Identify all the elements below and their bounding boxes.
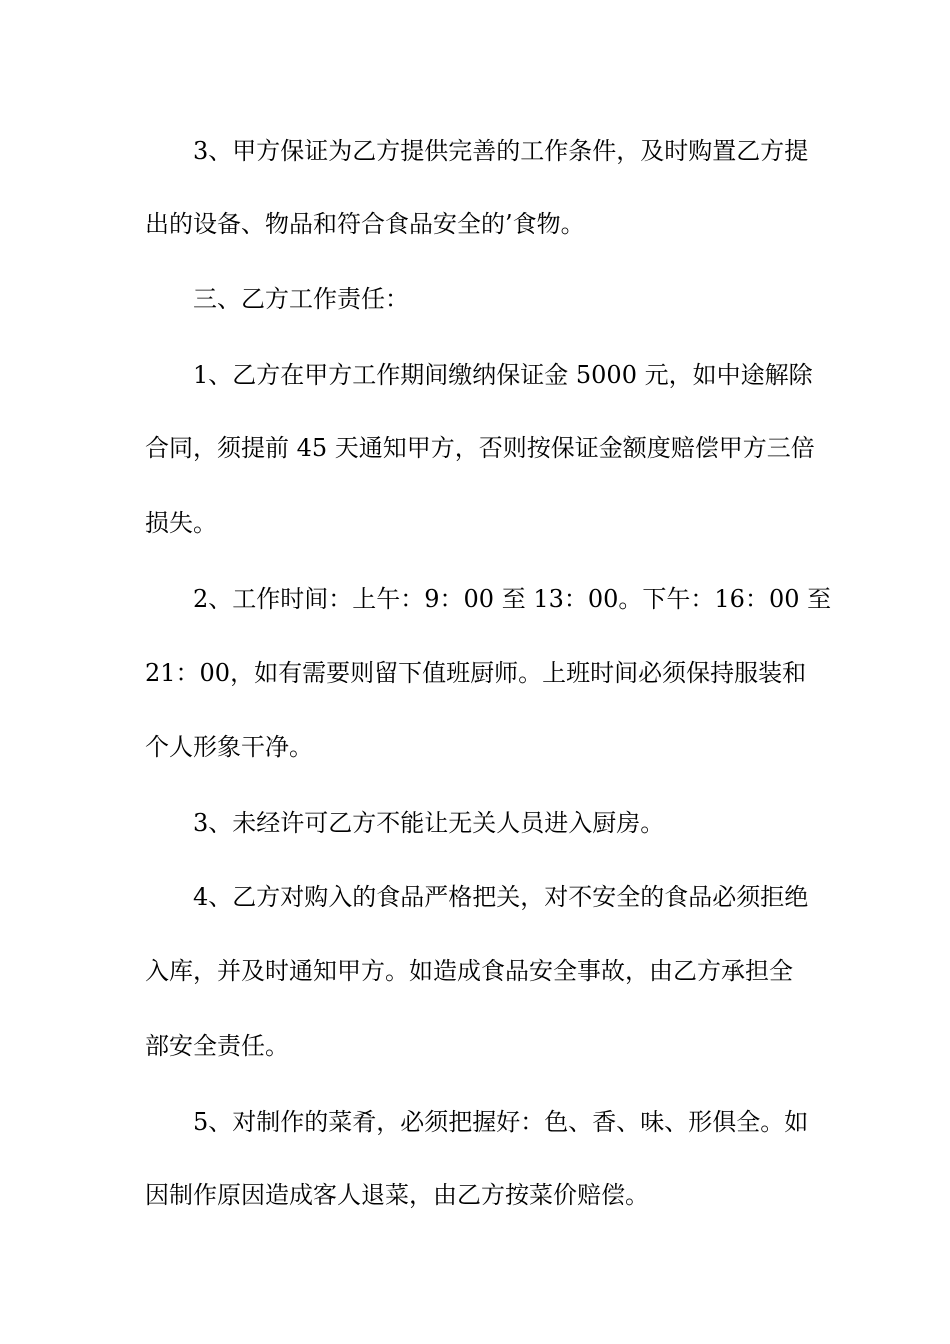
section-heading-party-b-responsibilities bbox=[0, 279, 950, 319]
paragraph-clause-2-line-1 bbox=[0, 579, 950, 619]
text-line: 部安全责任。 bbox=[145, 1032, 289, 1060]
text-line: 出的设备、物品和符合食品安全的’食物。 bbox=[145, 210, 585, 238]
text-line: 合同，须提前 45 天通知甲方，否则按保证金额度赔偿甲方三倍 bbox=[145, 434, 815, 462]
text-line: 入库，并及时通知甲方。如造成食品安全事故，由乙方承担全 bbox=[145, 957, 793, 985]
paragraph-clause-5-line-1 bbox=[0, 1102, 950, 1142]
paragraph-clause-1-line-3 bbox=[0, 503, 950, 543]
text-line: 3、甲方保证为乙方提供完善的工作条件，及时购置乙方提 bbox=[193, 137, 809, 165]
paragraph-party-a-clause-3-line-1 bbox=[0, 131, 950, 171]
text-line: 4、乙方对购入的食品严格把关，对不安全的食品必须拒绝 bbox=[193, 883, 809, 911]
paragraph-clause-2-line-3 bbox=[0, 727, 950, 767]
paragraph-clause-4-line-1 bbox=[0, 877, 950, 917]
text-line: 3、未经许可乙方不能让无关人员进入厨房。 bbox=[193, 809, 665, 837]
paragraph-clause-4-line-2 bbox=[0, 951, 950, 991]
text-line: 个人形象干净。 bbox=[145, 733, 313, 761]
paragraph-clause-1-line-1 bbox=[0, 355, 950, 395]
text-line: 损失。 bbox=[145, 509, 217, 537]
paragraph-clause-1-line-2 bbox=[0, 428, 950, 468]
text-line: 因制作原因造成客人退菜，由乙方按菜价赔偿。 bbox=[145, 1181, 649, 1209]
text-line: 21：00，如有需要则留下值班厨师。上班时间必须保持服装和 bbox=[145, 659, 807, 687]
section-heading: 三、乙方工作责任： bbox=[193, 285, 409, 313]
text-line: 1、乙方在甲方工作期间缴纳保证金 5000 元，如中途解除 bbox=[193, 361, 813, 389]
paragraph-party-a-clause-3-line-2 bbox=[0, 204, 950, 244]
text-line: 2、工作时间：上午：9：00 至 13：00。下午：16：00 至 bbox=[193, 585, 832, 613]
paragraph-clause-4-line-3 bbox=[0, 1026, 950, 1066]
paragraph-clause-3-line-1 bbox=[0, 803, 950, 843]
text-line: 5、对制作的菜肴，必须把握好：色、香、味、形俱全。如 bbox=[193, 1108, 809, 1136]
paragraph-clause-2-line-2 bbox=[0, 653, 950, 693]
paragraph-clause-5-line-2 bbox=[0, 1175, 950, 1215]
